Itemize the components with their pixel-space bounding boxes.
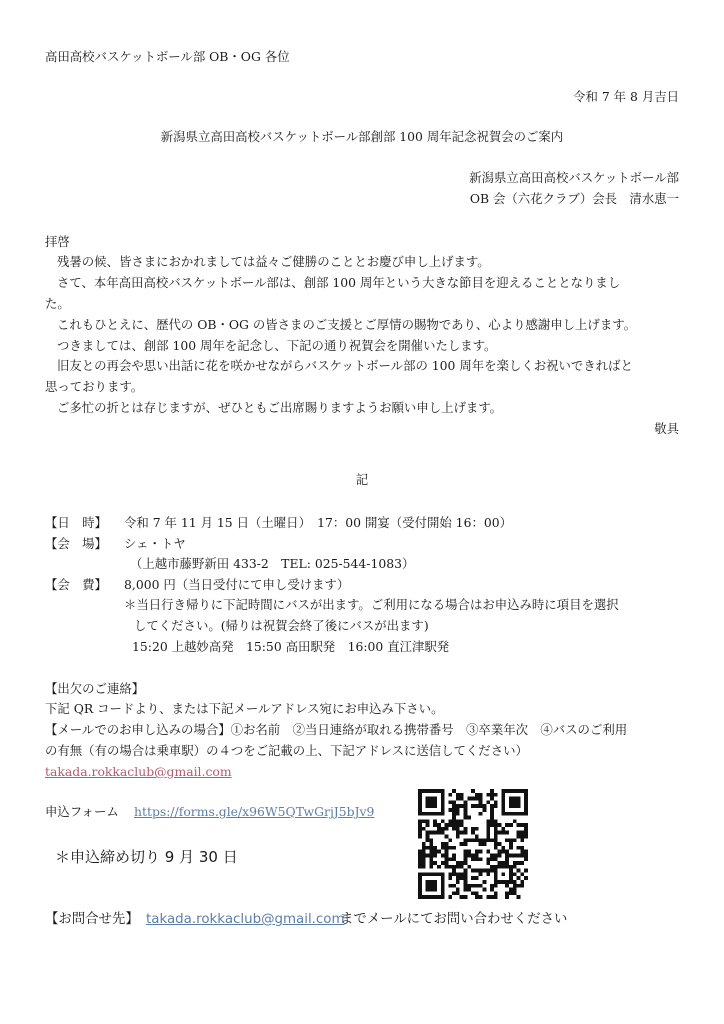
contact-email-link[interactable]: takada.rokkaclub@gmail.com bbox=[146, 912, 345, 927]
sender-name: OB 会（六花クラブ）会長 清水恵一 bbox=[469, 191, 679, 206]
rsvp-line: 【メールでのお申し込みの場合】①お名前 ②当日連絡が取れる携帯番号 ③卒業年次 ④バスのご利用 bbox=[45, 722, 628, 737]
date-value: 令和 7 年 11 月 15 日（土曜日） 17：00 開宴（受付開始 16：00） bbox=[124, 515, 512, 530]
body-paragraph: ご多忙の折とは存じますが、ぜひともご出席賜りますようお願い申し上げます。 bbox=[57, 400, 503, 415]
rsvp-heading: 【出欠のご連絡】 bbox=[45, 681, 145, 696]
bus-note-cont: してください。(帰りは祝賀会終了後にバスが出ます) bbox=[134, 618, 429, 633]
bus-note: ＊当日行き帰りに下記時間にバスが出ます。ご利用になる場合はお申込み時に項目を選択 bbox=[124, 597, 619, 612]
body-paragraph: 残暑の候、皆さまにおかれましては益々ご健勝のこととお慶び申し上げます。 bbox=[57, 254, 490, 269]
qr-code-icon[interactable] bbox=[418, 789, 528, 899]
venue-address: （上越市藤野新田 433-2 TEL: 025-544-1083） bbox=[130, 556, 415, 571]
letter-title: 新潟県立高田高校バスケットボール部創部 100 周年記念祝賀会のご案内 bbox=[160, 129, 564, 144]
body-paragraph: これもひとえに、歴代の OB・OG の皆さまのご支援とご厚情の賜物であり、心より感謝申し上げます。 bbox=[57, 317, 637, 332]
contact-suffix: までメールにてお問い合わせください bbox=[340, 912, 568, 927]
rsvp-line: 下記 QR コードより、または下記メールアドレス宛にお申込み下さい。 bbox=[45, 701, 444, 716]
date-label: 【日 時】 bbox=[45, 515, 107, 530]
body-paragraph-cont: た。 bbox=[45, 296, 70, 311]
fee-value: 8,000 円（当日受付にて申し受けます） bbox=[124, 577, 350, 592]
rsvp-line: の有無（有の場合は乗車駅）の４つをご記載の上、下記アドレスに送信してください） bbox=[45, 743, 528, 758]
venue-label: 【会 場】 bbox=[45, 536, 107, 551]
body-paragraph: 旧友との再会や思い出話に花を咲かせながらバスケットボール部の 100 周年を楽しくお祝いできればと bbox=[57, 358, 633, 373]
venue-value: シェ・トヤ bbox=[124, 536, 186, 551]
bus-times: 15:20 上越妙高発 15:50 高田駅発 16:00 直江津駅発 bbox=[132, 639, 450, 654]
contact-label: 【お問合せ先】 bbox=[45, 912, 139, 927]
rsvp-email-link[interactable]: takada.rokkaclub@gmail.com bbox=[45, 764, 232, 779]
body-paragraph: つきましては、創部 100 周年を記念し、下記の通り祝賀会を開催いたします。 bbox=[57, 338, 497, 353]
letter-date: 令和 7 年 8 月吉日 bbox=[573, 89, 679, 104]
form-label: 申込フォーム bbox=[45, 804, 119, 819]
form-url-link[interactable]: https://forms.gle/x96W5QTwGrjJ5bJv9 bbox=[134, 804, 375, 819]
body-paragraph: さて、本年高田高校バスケットボール部は、創部 100 周年という大きな節目を迎えることとなりまし bbox=[57, 275, 621, 290]
fee-label: 【会 費】 bbox=[45, 577, 107, 592]
closing: 敬具 bbox=[654, 421, 679, 436]
sender-org: 新潟県立高田高校バスケットボール部 bbox=[469, 170, 679, 185]
deadline-note: ＊申込締め切り 9 月 30 日 bbox=[55, 848, 238, 866]
greeting: 拝啓 bbox=[45, 234, 70, 249]
addressee: 高田高校バスケットボール部 OB・OG 各位 bbox=[45, 49, 290, 64]
body-paragraph-cont: 思っております。 bbox=[45, 379, 144, 394]
ki-heading: 記 bbox=[355, 472, 369, 487]
